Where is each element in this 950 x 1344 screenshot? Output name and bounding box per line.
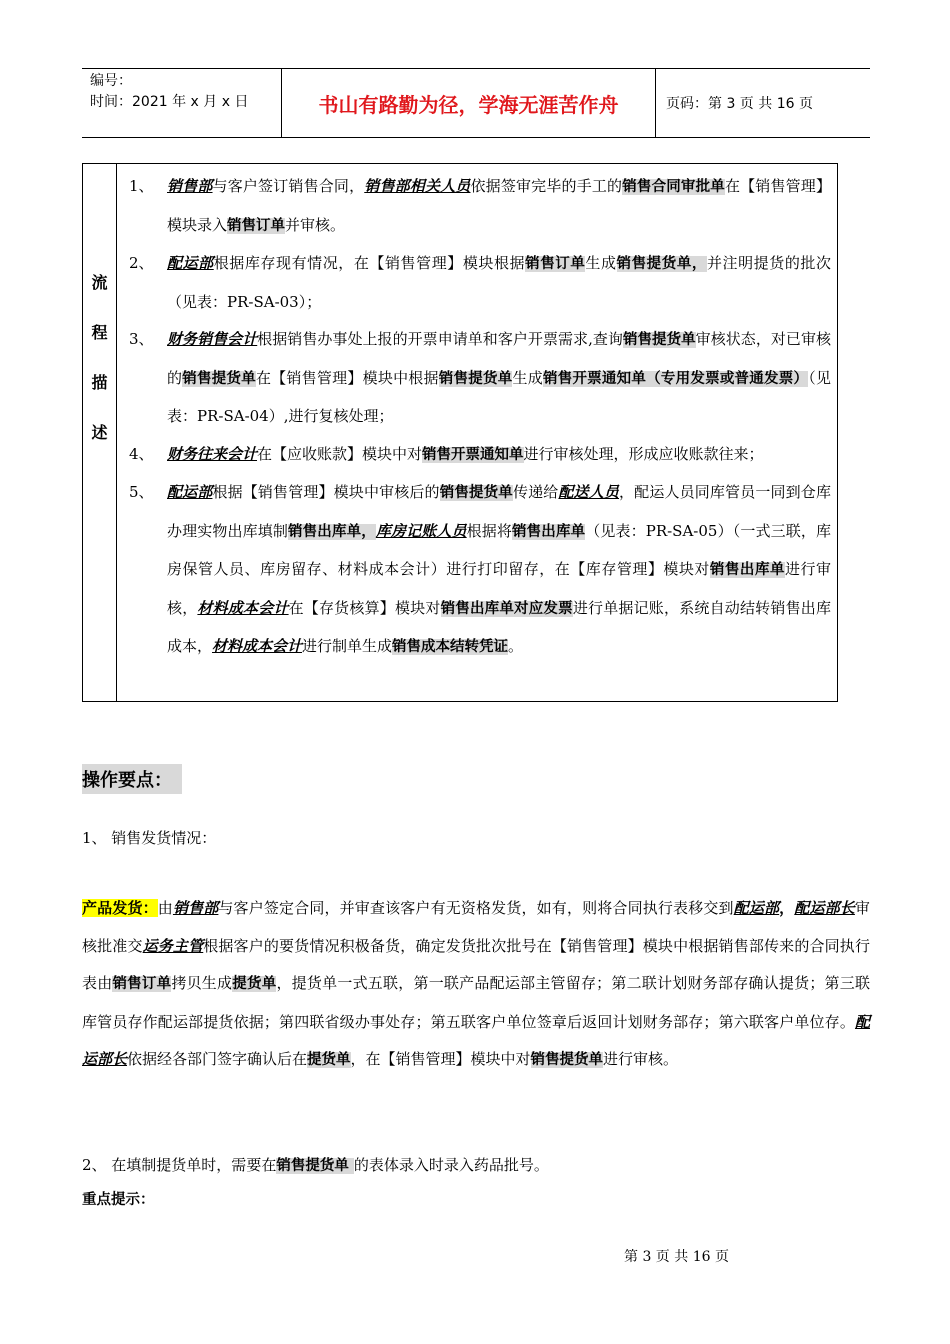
role-name: 配运部 <box>167 483 213 501</box>
ops-item-1: 1、 销售发货情况： <box>82 829 217 847</box>
role-name: 运务主管 <box>142 936 204 955</box>
role-name: 销售部 <box>167 177 213 195</box>
text-run: 根据将 <box>466 521 513 540</box>
step-text <box>167 474 831 667</box>
text-run: 在【应收账款】模块中对 <box>257 444 423 463</box>
text-run: 进行审核处理，形成应收账款往来； <box>523 444 764 463</box>
product-delivery-paragraph <box>82 890 870 1080</box>
process-description-label <box>83 164 117 701</box>
role-name: 库房记账人员 <box>375 521 467 540</box>
step-number: 4、 <box>129 444 154 463</box>
text-run: 由 <box>157 899 173 917</box>
text-run: 传递给 <box>512 483 559 501</box>
text-run: 与客户签定合同，并审查该客户有无资格发货，如有，则将合同执行表移交到 <box>218 899 734 917</box>
document-name: 销售提货单 <box>438 370 513 387</box>
header-time: 时间：2021 年 x 月 x 日 <box>90 94 249 110</box>
document-name: 销售订单 <box>227 217 286 234</box>
document-name: 销售开票通知单 <box>422 446 524 463</box>
step-number: 3、 <box>129 330 154 348</box>
role-name: 配运部 <box>733 899 780 917</box>
text-run: 根据客户的要货情况积极备货，确定发货批次批号在【销售管理】模块中根据销售部传来的合同执行表由 <box>82 936 870 992</box>
document-name: 销售订单 <box>112 976 172 992</box>
text-run: 并审核。 <box>285 215 346 234</box>
step-text <box>167 245 831 321</box>
document-name: 提货单 <box>307 1052 351 1068</box>
text-run: 审核批准交 <box>82 899 870 955</box>
process-step <box>123 474 831 667</box>
document-name: 销售开票通知单（专用发票或普通发票） <box>542 370 809 387</box>
document-name: 销售出库单， <box>288 523 376 540</box>
document-name: 销售提货单， <box>616 256 707 272</box>
text-run: ，在【销售管理】模块中对 <box>350 1050 531 1068</box>
role-name: 财务往来会计 <box>167 444 258 463</box>
header-meta <box>82 69 282 137</box>
role-name: 配运部 <box>167 254 214 272</box>
key-tip-label: 重点提示： <box>82 1192 155 1208</box>
process-steps <box>117 164 837 701</box>
role-name: 材料成本会计 <box>197 598 289 617</box>
text-run: 生成 <box>512 368 543 387</box>
step-number: 5、 <box>129 483 154 501</box>
header-page-info: 页码：第 3 页 共 16 页 <box>666 96 813 112</box>
document-name: 销售出库单 <box>709 562 785 578</box>
document-name: 销售成本结转凭证 <box>392 639 509 655</box>
section-title-operation-points: 操作要点： <box>82 764 182 794</box>
step-text <box>167 436 831 475</box>
text-run: （见表：PR-SA-04）,进行复核处理； <box>167 368 831 425</box>
document-name: 销售出库单对应发票 <box>440 600 573 617</box>
label-char: 描 <box>91 373 108 392</box>
process-step <box>123 436 831 475</box>
text-run: 根据销售办事处上报的开票申请单和客户开票需求,查询 <box>257 330 623 348</box>
text-run: 拷贝生成 <box>171 974 233 992</box>
role-name: 销售部相关人员 <box>364 177 471 195</box>
step-text <box>167 321 831 436</box>
text-run: 进行审核， <box>167 560 831 617</box>
text-run: 与客户签订销售合同， <box>212 177 365 195</box>
text-run: 在【存货核算】模块对 <box>288 598 441 617</box>
text-run: 进行单据记账，系统自动结转销售出库成本， <box>167 598 831 655</box>
text-run: 根据库存现有情况，在【销售管理】模块根据 <box>213 254 526 272</box>
label-char: 程 <box>91 323 108 342</box>
role-name: 配运部长 <box>794 899 855 917</box>
role-name: 配运部长 <box>82 1012 870 1068</box>
text-run: （见表：PR-SA-05）（一式三联，库房保管人员、库房留存、材料成本会计）进行打印留存，在【库存管理】模块对 <box>167 521 831 578</box>
step-text <box>167 168 831 245</box>
document-name: 销售提货单 <box>439 485 513 501</box>
text-run: 依据签审完毕的手工的 <box>470 177 623 195</box>
text-run: ，配运人员同库管员一同到仓库办理实物出库填制 <box>167 483 831 540</box>
document-name: 销售订单 <box>525 256 586 272</box>
document-name: 销售提货单 <box>276 1158 354 1174</box>
text-run: 在【销售管理】模块录入 <box>167 177 831 234</box>
text-run: 根据【销售管理】模块中审核后的 <box>212 483 440 501</box>
label-char: 述 <box>91 423 108 442</box>
text-run: 的表体录入时录入药品批号。 <box>353 1156 549 1174</box>
document-name: 销售提货单 <box>622 332 696 348</box>
text-run: 2、 在填制提货单时，需要在 <box>82 1156 277 1174</box>
text-run: 进行审核。 <box>603 1050 679 1068</box>
process-step <box>123 321 831 436</box>
process-step <box>123 245 831 321</box>
page-header <box>82 68 870 138</box>
highlight-label: 产品发货： <box>82 899 158 917</box>
text-run: 。 <box>508 637 524 655</box>
process-description-table <box>82 163 838 702</box>
header-number: 编号： <box>90 73 132 89</box>
document-name: 提货单 <box>232 976 277 992</box>
text-run: ， <box>779 899 795 917</box>
header-motto: 书山有路勤为径，学海无涯苦作舟 <box>282 69 656 137</box>
text-run: 依据经各部门签字确认后在 <box>127 1050 308 1068</box>
role-name: 财务销售会计 <box>167 330 258 348</box>
ops-item-2 <box>82 1147 870 1186</box>
document-name: 销售出库单 <box>512 523 586 540</box>
text-run: 在【销售管理】模块中根据 <box>255 368 439 387</box>
page-footer: 第 3 页 共 16 页 <box>624 1249 729 1265</box>
text-run: 审核状态，对已审核的 <box>167 330 831 387</box>
text-run: 进行制单生成 <box>302 637 393 655</box>
role-name: 配送人员 <box>558 483 620 501</box>
document-name: 销售提货单 <box>530 1052 604 1068</box>
process-step <box>123 168 831 245</box>
role-name: 销售部 <box>172 899 219 917</box>
text-run: ，提货单一式五联，第一联产品配运部主管留存；第二联计划财务部存确认提货；第三联库管员存作配运部提货依据；第四联省级办事处存；第五联客户单位签章后返回计划财务部存；第六联客户单位存。 <box>82 974 870 1031</box>
document-name: 销售合同审批单 <box>622 179 725 195</box>
text-run: 生成 <box>585 254 617 272</box>
text-run: 并注明提货的批次（见表：PR-SA-03）； <box>167 254 831 311</box>
document-name: 销售提货单 <box>182 370 256 387</box>
role-name: 材料成本会计 <box>212 637 303 655</box>
label-char: 流 <box>91 273 108 292</box>
step-number: 1、 <box>129 177 154 195</box>
step-number: 2、 <box>129 254 154 272</box>
